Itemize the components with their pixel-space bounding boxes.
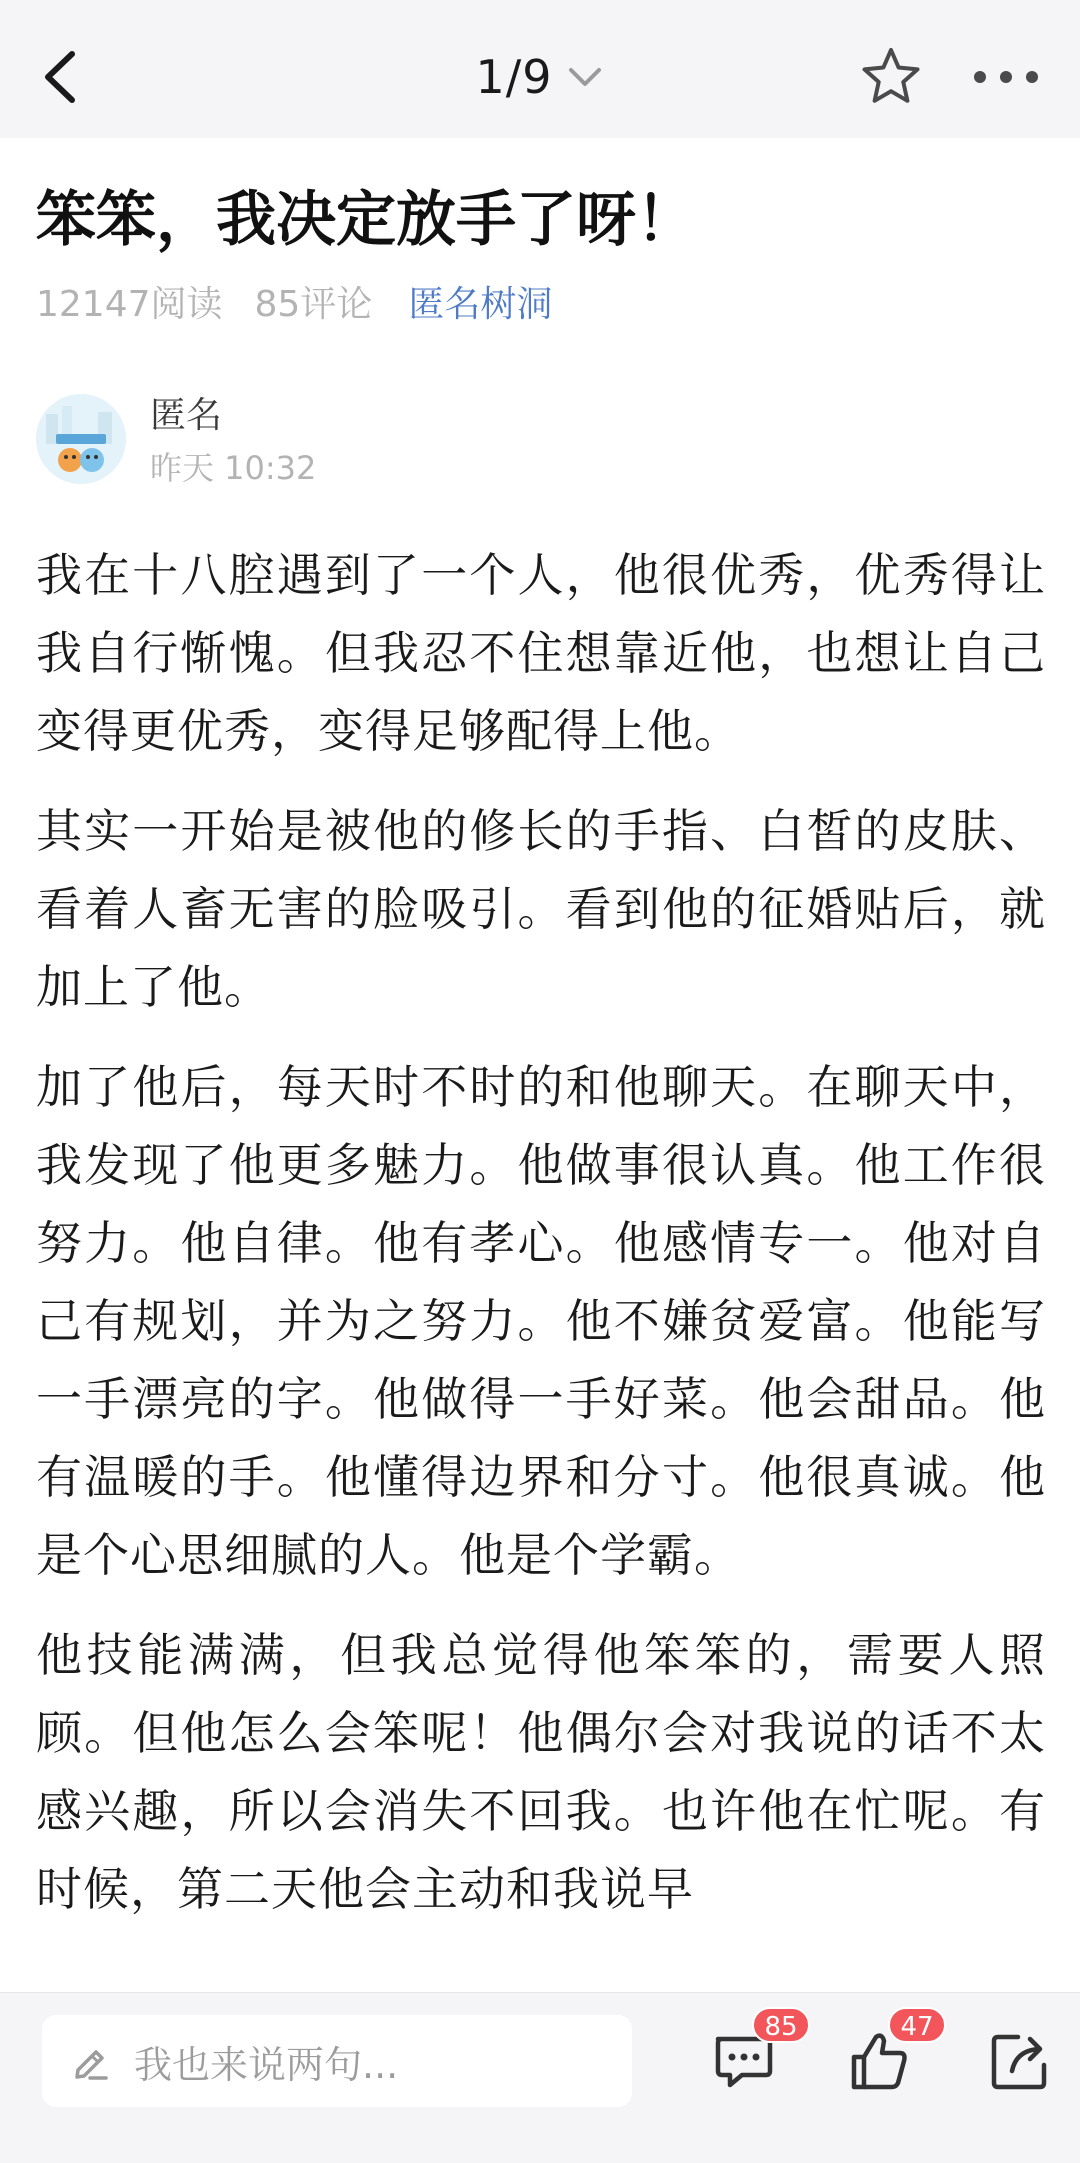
post-time: 昨天 10:32 bbox=[150, 449, 317, 487]
like-button[interactable] bbox=[842, 2012, 934, 2101]
comment-placeholder: 我也来说两句... bbox=[134, 2042, 399, 2087]
like-count-badge: 47 bbox=[888, 2007, 946, 2043]
page-indicator: 1/9 bbox=[475, 50, 553, 104]
star-outline-icon bbox=[858, 44, 924, 110]
body-paragraph: 其实一开始是被他的修长的手指、白皙的皮肤、看着人畜无害的脸吸引。看到他的征婚贴后，就加上了他。 bbox=[36, 804, 1046, 1014]
share-button[interactable] bbox=[982, 2021, 1062, 2101]
comment-input[interactable] bbox=[42, 2015, 632, 2107]
bottom-action-bar bbox=[0, 1992, 1080, 2163]
chevron-down-icon bbox=[565, 57, 605, 97]
post-title: 笨笨，我决定放手了呀！ bbox=[36, 185, 696, 255]
favorite-button[interactable] bbox=[858, 44, 924, 110]
pencil-icon bbox=[70, 2040, 112, 2082]
body-paragraph: 他技能满满，但我总觉得他笨笨的，需要人照顾。但他怎么会笨呢！他偶尔会对我说的话不太感兴趣，所以会消失不回我。也许他在忙呢。有时候，第二天他会主动和我说早 bbox=[36, 1628, 1046, 1916]
category-tag-link[interactable]: 匿名树洞 bbox=[408, 283, 553, 325]
comment-count-badge: 85 bbox=[752, 2007, 810, 2043]
anonymous-avatar-icon bbox=[36, 394, 126, 484]
more-horizontal-icon bbox=[970, 54, 1042, 100]
avatar[interactable] bbox=[36, 394, 126, 484]
author-name[interactable]: 匿名 bbox=[150, 395, 223, 436]
share-icon bbox=[982, 2021, 1062, 2101]
comment-count: 85评论 bbox=[254, 283, 373, 325]
more-button[interactable] bbox=[970, 54, 1042, 100]
view-count: 12147阅读 bbox=[36, 283, 223, 325]
top-nav-bar bbox=[0, 0, 1080, 138]
comments-button[interactable] bbox=[706, 2012, 798, 2101]
post-body bbox=[36, 536, 1046, 1992]
post-meta bbox=[36, 274, 552, 328]
body-paragraph: 加了他后，每天时不时的和他聊天。在聊天中，我发现了他更多魅力。他做事很认真。他工作很努力。他自律。他有孝心。他感情专一。他对自己有规划，并为之努力。他不嫌贫爱富。他能写一手漂亮的字。他做得一手好菜。他会甜品。他有温暖的手。他懂得边界和分寸。他很真诚。他是个心思细腻的人。他是个学霸。 bbox=[36, 1060, 1046, 1582]
body-paragraph: 我在十八腔遇到了一个人，他很优秀，优秀得让我自行惭愧。但我忍不住想靠近他，也想让自己变得更优秀，变得足够配得上他。 bbox=[36, 548, 1046, 758]
